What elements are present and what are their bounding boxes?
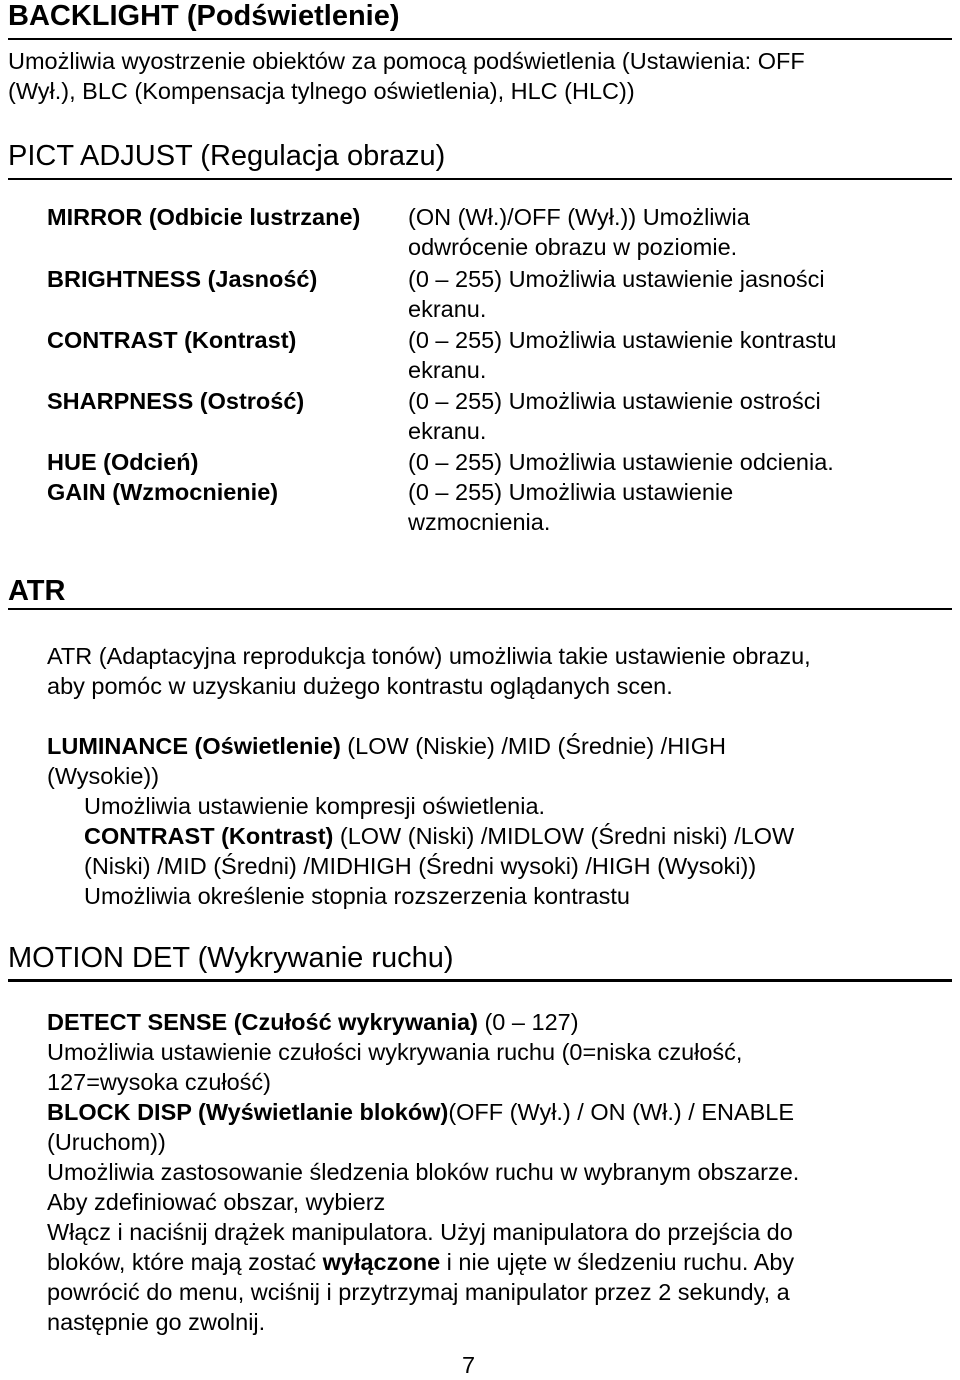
atr-contrast-options-line2: (Niski) /MID (Średni) /MIDHIGH (Średni wysoki) /HIGH (Wysoki)) [84, 853, 757, 879]
atr-contrast-line1 [84, 821, 794, 851]
detect-sense-line [47, 1007, 579, 1037]
pict-adjust-heading: PICT ADJUST (Regulacja obrazu) [8, 140, 446, 172]
luminance-options-line2: (Wysokie)) [47, 763, 160, 789]
block-disp-options-line2: (Uruchom)) [47, 1129, 166, 1155]
sharpness-desc-line1: (0 – 255) Umożliwia ustawienie ostrości [408, 388, 821, 414]
hue-desc-line1: (0 – 255) Umożliwia ustawienie odcienia. [408, 449, 834, 475]
block-disp-desc-line1: Umożliwia zastosowanie śledzenia bloków ruchu w wybranym obszarze. [47, 1159, 800, 1185]
motion-det-rule [8, 979, 952, 982]
atr-rule [8, 608, 952, 610]
motion-det-heading: MOTION DET (Wykrywanie ruchu) [8, 942, 454, 974]
sharpness-desc-line2: ekranu. [408, 418, 487, 444]
block-disp-desc-line4-bold: wyłączone [322, 1249, 441, 1275]
block-disp-desc-line4-c: i nie ujęte w śledzeniu ruchu. Aby [440, 1249, 795, 1275]
backlight-desc-line1: Umożliwia wyostrzenie obiektów za pomocą podświetlenia (Ustawienia: OFF [8, 48, 805, 74]
gain-label: GAIN (Wzmocnienie) [47, 479, 279, 505]
detect-sense-range: (0 – 127) [477, 1009, 579, 1035]
backlight-desc-line2: (Wył.), BLC (Kompensacja tylnego oświetlenia), HLC (HLC)) [8, 78, 635, 104]
block-disp-desc-line2: Aby zdefiniować obszar, wybierz [47, 1189, 386, 1215]
detect-sense-desc-line1: Umożliwia ustawienie czułości wykrywania ruchu (0=niska czułość, [47, 1039, 743, 1065]
block-disp-desc-line5: powrócić do menu, wciśnij i przytrzymaj manipulator przez 2 sekundy, a [47, 1279, 790, 1305]
block-disp-desc-line3: Włącz i naciśnij drążek manipulatora. Użyj manipulatora do przejścia do [47, 1219, 793, 1245]
sharpness-label: SHARPNESS (Ostrość) [47, 388, 305, 414]
block-disp-desc-line4 [47, 1247, 794, 1277]
brightness-desc-line1: (0 – 255) Umożliwia ustawienie jasności [408, 266, 825, 292]
atr-intro-line2: aby pomóc w uzyskaniu dużego kontrastu oglądanych scen. [47, 673, 673, 699]
mirror-desc-line2: odwrócenie obrazu w poziomie. [408, 234, 738, 260]
atr-heading: ATR [8, 575, 66, 607]
gain-desc-line1: (0 – 255) Umożliwia ustawienie [408, 479, 734, 505]
backlight-rule [8, 38, 952, 40]
page-number: 7 [462, 1352, 476, 1378]
contrast-label: CONTRAST (Kontrast) [47, 327, 297, 353]
brightness-label: BRIGHTNESS (Jasność) [47, 266, 318, 292]
contrast-desc-line2: ekranu. [408, 357, 487, 383]
brightness-desc-line2: ekranu. [408, 296, 487, 322]
backlight-heading: BACKLIGHT (Podświetlenie) [8, 0, 400, 32]
luminance-desc: Umożliwia ustawienie kompresji oświetlenia. [84, 793, 546, 819]
atr-contrast-desc: Umożliwia określenie stopnia rozszerzenia kontrastu [84, 883, 630, 909]
gain-desc-line2: wzmocnienia. [408, 509, 551, 535]
mirror-desc-line1: (ON (Wł.)/OFF (Wył.)) Umożliwia [408, 204, 750, 230]
block-disp-label: BLOCK DISP (Wyświetlanie bloków) [47, 1099, 449, 1125]
block-disp-line [47, 1097, 794, 1127]
mirror-label: MIRROR (Odbicie lustrzane) [47, 204, 361, 230]
luminance-line1 [47, 731, 726, 761]
detect-sense-label: DETECT SENSE (Czułość wykrywania) [47, 1009, 478, 1035]
contrast-desc-line1: (0 – 255) Umożliwia ustawienie kontrastu [408, 327, 837, 353]
block-disp-desc-line6: następnie go zwolnij. [47, 1309, 266, 1335]
atr-contrast-options: (LOW (Niski) /MIDLOW (Średni niski) /LOW [333, 823, 795, 849]
block-disp-desc-line4-a: bloków, które mają zostać [47, 1249, 323, 1275]
atr-contrast-label: CONTRAST (Kontrast) [84, 823, 334, 849]
luminance-options: (LOW (Niskie) /MID (Średnie) /HIGH [340, 733, 726, 759]
atr-intro-line1: ATR (Adaptacyjna reprodukcja tonów) umożliwia takie ustawienie obrazu, [47, 643, 811, 669]
block-disp-options: (OFF (Wył.) / ON (Wł.) / ENABLE [448, 1099, 795, 1125]
luminance-label: LUMINANCE (Oświetlenie) [47, 733, 341, 759]
hue-label: HUE (Odcień) [47, 449, 199, 475]
detect-sense-desc-line2: 127=wysoka czułość) [47, 1069, 272, 1095]
pict-adjust-rule [8, 178, 952, 180]
